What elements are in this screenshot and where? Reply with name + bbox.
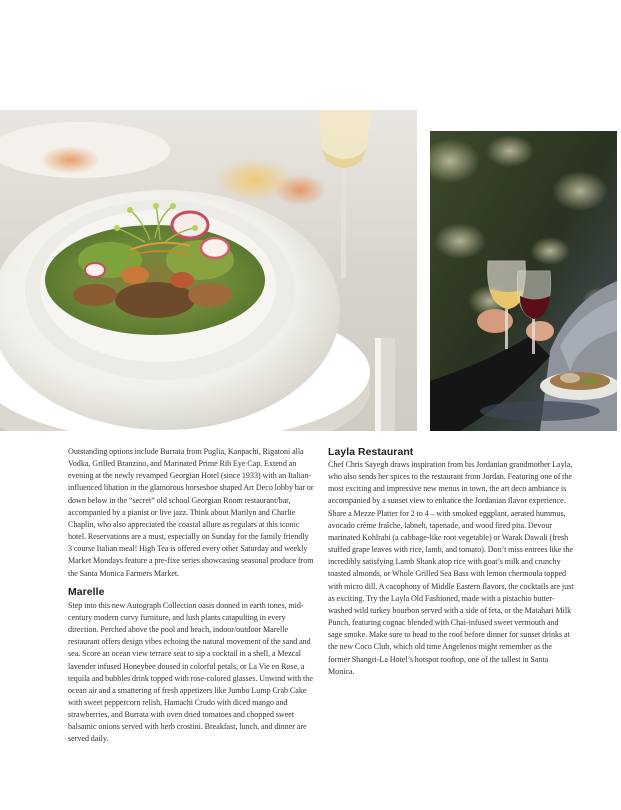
marelle-heading: Marelle	[68, 586, 105, 598]
salad-plate-illustration	[0, 110, 417, 431]
marelle-paragraph: Step into this new Autograph Collection oasis donned in earth tones, mid-century modern curvy furniture, and lush plants catapulting in every direction. Perched above the pool and beach, indoor/outdoor Marelle restaurant offers design vibes echoing the natural movement of the sand and sea. Score an ocean view terrace seat to sip a cocktail in a shell, a Mezcal lavender infused Honeybee doused in colorful petals, or La Vie en Rose, a tequila and bubbles drink topped with rose-colored glasses. Unwind with the ocean air and a smattering of fresh appetizers like Jumbo Lump Crab Cake with sweet peppercorn relish, Hamachi Crudo with diced mango and strawberries, and Burrata with oven dried tomatoes and chopped sweet balsamic onions served with herb crostini. Breakfast, lunch, and dinner are served daily.	[68, 600, 313, 744]
layla-restaurant-heading: Layla Restaurant	[328, 447, 414, 458]
wine-toast-illustration	[430, 131, 617, 431]
salad-plate-photo	[0, 110, 417, 431]
wine-toast-photo	[430, 131, 617, 431]
intro-paragraph: Outstanding options include Burrata from Puglia, Kanpachi, Rigatoni alla Vodka, Grilled Branzino, and Marinated Prime Rib Eye Cap. Extend an evening at the newly revamped Georgian Hotel (since 1933) with an Italian-influenced libation in the glamorous horseshoe shaped Art Deco lobby bar or down below in the “secret” old school Georgian Room restaurant/bar, accompanied by a pianist or live jazz. Think about Marilyn and Charlie Chaplin, who also appreciated the coastal allure as regulars at this iconic hotel. Reservations are a must, especially on Sunday for the family friendly 3 course Italian meal! High Tea is offered every other Saturday and weekly Market Mondays feature a pre-fixe series showcasing seasonal produce from the Santa Monica Farmers Market.	[68, 447, 314, 578]
right-article-column	[328, 446, 574, 678]
left-article-column	[68, 446, 314, 746]
layla-paragraph: Chef Chris Sayegh draws inspiration from his Jordanian grandmother Layla, who also sends her spices to the restaurant from Jordan. Featuring one of the most exciting and impressive new menus in town, the art deco ambiance is accompanied by a sunset view to enhance the Jordanian flavor experience. Share a Mezze Platter for 2 to 4 – with smoked eggplant, aerated hummus, avocado crème fraîche, labneh, tapenade, and wood fired pita. Devour marinated Kohlrabi (a cabbage-like root vegetable) or Warak Dawali (fresh stuffed grape leaves with rice, lamb, and tomato). Don’t miss entrees like the incredibly satisfying Lamb Shank atop rice with goat’s milk and crunchy toasted almonds, or Whole Grilled Sea Bass with lemon chermoula topped with micro dill. A cacophony of Middle Eastern flavors, the cocktails are just as exciting. Try the Layla Old Fashioned, made with a pistachio butter-washed wild turkey bourbon served with a side of feta, or the Matahari Milk Punch, featuring cognac blended with Chai-infused sweet vermouth and sage smoke. Make sure to head to the roof before dinner for sunset drinks at the new Coco Club, which old time Angelenos might remember as the former Shangri-La Hotel’s hotspot rooftop, one of the tallest in Santa Monica.	[328, 460, 574, 676]
